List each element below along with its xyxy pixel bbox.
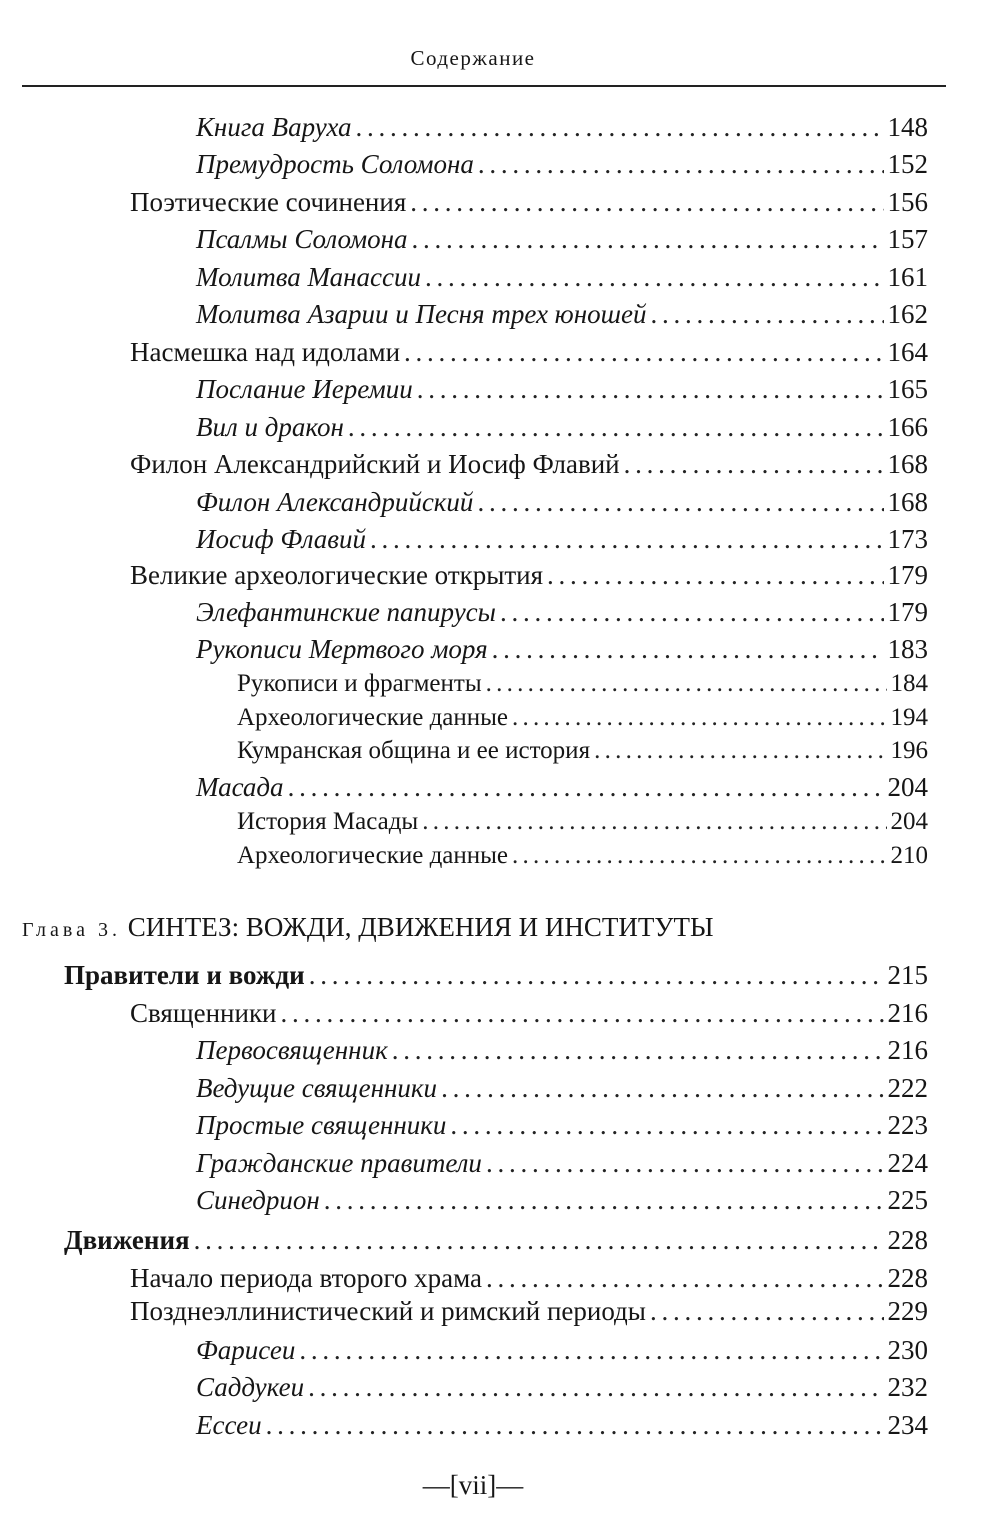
toc-entry-title: Филон Александрийский и Иосиф Флавий: [130, 449, 620, 479]
toc-entry[interactable]: [130, 335, 928, 369]
dot-leader: [392, 1033, 884, 1067]
toc-entry-title: Священники: [130, 998, 277, 1028]
dot-leader: [492, 632, 884, 666]
toc-entry-title: Иосиф Флавий: [196, 524, 367, 554]
toc-entry[interactable]: [237, 734, 928, 768]
toc-entry-title: Рукописи Мертвого моря: [196, 634, 488, 664]
toc-entry-title: Филон Александрийский: [196, 487, 474, 517]
toc-entry-title: Правители и вожди: [64, 960, 305, 990]
dot-leader: [410, 185, 883, 219]
toc-entry[interactable]: [196, 222, 928, 256]
dot-leader: [299, 1333, 883, 1367]
toc-entry-title: Начало периода второго храма: [130, 1263, 483, 1293]
header-rule: [22, 85, 946, 87]
dot-leader: [266, 1408, 884, 1442]
toc-entry[interactable]: [237, 701, 928, 735]
toc-entry[interactable]: [64, 1223, 928, 1257]
dot-leader: [512, 839, 886, 873]
dot-leader: [547, 558, 883, 592]
dot-leader: [412, 222, 884, 256]
dot-leader: [417, 372, 884, 406]
toc-entry-page: 216: [887, 998, 928, 1028]
toc-entry-page: 168: [887, 487, 928, 517]
toc-entry-title: Движения: [64, 1225, 190, 1255]
toc-entry-page: 157: [887, 224, 928, 254]
toc-entry-title: Молитва Азарии и Песня трех юношей: [196, 299, 647, 329]
toc-entry-title: Рукописи и фрагменты: [237, 670, 482, 697]
toc-entry-title: Простые священники: [196, 1110, 447, 1140]
toc-entry-title: Первосвященник: [196, 1035, 388, 1065]
toc-entry-title: Послание Иеремии: [196, 374, 413, 404]
dot-leader: [500, 595, 884, 629]
toc-entry[interactable]: [130, 1261, 928, 1295]
toc-entry-page: 179: [887, 597, 928, 627]
toc-entry-page: 152: [887, 149, 928, 179]
toc-entry-title: Насмешка над идолами: [130, 337, 401, 367]
toc-entry[interactable]: [237, 667, 928, 701]
toc-entry-page: 162: [887, 299, 928, 329]
toc-entry-title: Кумранская община и ее история: [237, 737, 591, 764]
toc-entry-page: 204: [887, 772, 928, 802]
toc-entry-title: Поэтические сочинения: [130, 187, 407, 217]
toc-entry-page: 228: [887, 1263, 928, 1293]
dot-leader: [404, 335, 883, 369]
dot-leader: [486, 1261, 883, 1295]
toc-entry-page: 184: [890, 670, 928, 697]
toc-entry-page: 164: [887, 337, 928, 367]
toc-entry-title: Фарисеи: [196, 1335, 296, 1365]
toc-entry[interactable]: [196, 1183, 928, 1217]
toc-entry-title: Синедрион: [196, 1185, 320, 1215]
toc-entry[interactable]: [196, 1071, 928, 1105]
toc-entry[interactable]: [196, 770, 928, 804]
toc-entry-title: Ессеи: [196, 1410, 262, 1440]
toc-entry-title: Ведущие священники: [196, 1073, 438, 1103]
dot-leader: [594, 734, 886, 768]
toc-entry[interactable]: [196, 632, 928, 666]
toc-entry-title: Великие археологические открытия: [130, 560, 544, 590]
toc-entry[interactable]: [130, 1294, 928, 1328]
toc-entry-page: 222: [887, 1073, 928, 1103]
toc-entry-page: 229: [887, 1296, 928, 1326]
dot-leader: [486, 667, 887, 701]
dot-leader: [281, 996, 884, 1030]
toc-entry-title: Премудрость Соломона: [196, 149, 474, 179]
toc-entry-page: 148: [887, 112, 928, 142]
toc-entry[interactable]: [196, 1033, 928, 1067]
toc-entry-page: 230: [887, 1335, 928, 1365]
toc-entry-title: Элефантинские папирусы: [196, 597, 496, 627]
dot-leader: [478, 147, 884, 181]
toc-entry[interactable]: [196, 522, 928, 556]
toc-entry[interactable]: [196, 297, 928, 331]
toc-entry[interactable]: [196, 410, 928, 444]
toc-entry[interactable]: [196, 1108, 928, 1142]
toc-entry-page: 216: [887, 1035, 928, 1065]
toc-entry-title: Вил и дракон: [196, 412, 344, 442]
toc-entry-page: 210: [890, 842, 928, 869]
toc-entry[interactable]: [196, 372, 928, 406]
toc-entry[interactable]: [196, 595, 928, 629]
toc-entry[interactable]: [237, 839, 928, 873]
toc-entry[interactable]: [196, 1408, 928, 1442]
dot-leader: [486, 1146, 884, 1180]
chapter-label: Глава 3.: [22, 919, 121, 941]
dot-leader: [441, 1071, 883, 1105]
toc-entry-page: 165: [887, 374, 928, 404]
toc-entry-page: 194: [890, 704, 928, 731]
chapter-heading[interactable]: [22, 912, 714, 943]
dot-leader: [370, 522, 883, 556]
toc-entry[interactable]: [130, 996, 928, 1030]
toc-entry-page: 225: [887, 1185, 928, 1215]
toc-entry-page: 161: [887, 262, 928, 292]
chapter-title: СИНТЕЗ: ВОЖДИ, ДВИЖЕНИЯ И ИНСТИТУТЫ: [127, 912, 714, 942]
toc-entry-page: 232: [887, 1372, 928, 1402]
toc-entry-title: Молитва Манассии: [196, 262, 421, 292]
toc-entry-page: 204: [890, 808, 928, 835]
toc-entry-title: Гражданские правители: [196, 1148, 482, 1178]
dot-leader: [356, 110, 884, 144]
toc-entry-page: 234: [887, 1410, 928, 1440]
toc-entry[interactable]: [130, 185, 928, 219]
dot-leader: [450, 1108, 883, 1142]
dot-leader: [624, 447, 884, 481]
dot-leader: [422, 805, 886, 839]
dot-leader: [650, 1294, 884, 1328]
toc-entry[interactable]: [130, 558, 928, 592]
toc-entry-page: 173: [887, 524, 928, 554]
toc-entry[interactable]: [196, 1333, 928, 1367]
toc-entry[interactable]: [196, 1146, 928, 1180]
toc-entry-page: 223: [887, 1110, 928, 1140]
toc-entry-page: 183: [887, 634, 928, 664]
dot-leader: [650, 297, 883, 331]
toc-entry-page: 168: [887, 449, 928, 479]
running-head: Содержание: [410, 46, 536, 70]
toc-entry[interactable]: [196, 1370, 928, 1404]
toc-entry-page: 156: [887, 187, 928, 217]
toc-entry[interactable]: [196, 110, 928, 144]
toc-entry[interactable]: [196, 485, 928, 519]
toc-entry-title: Масада: [196, 772, 284, 802]
dot-leader: [348, 410, 884, 444]
toc-entry-page: 224: [887, 1148, 928, 1178]
toc-entry-page: 179: [887, 560, 928, 590]
dot-leader: [308, 1370, 883, 1404]
toc-entry[interactable]: [196, 260, 928, 294]
toc-entry[interactable]: [237, 805, 928, 839]
dot-leader: [324, 1183, 884, 1217]
dot-leader: [512, 701, 886, 735]
toc-entry[interactable]: [64, 958, 928, 992]
dot-leader: [194, 1223, 884, 1257]
toc-entry-title: Позднеэллинистический и римский периоды: [130, 1296, 646, 1326]
page-number: —[vii]—: [422, 1470, 524, 1500]
toc-entry-page: 166: [887, 412, 928, 442]
dot-leader: [288, 770, 884, 804]
toc-entry-title: Саддукеи: [196, 1372, 305, 1402]
toc-entry[interactable]: [130, 447, 928, 481]
toc-entry-title: История Масады: [237, 808, 419, 835]
toc-entry-title: Археологические данные: [237, 842, 509, 869]
dot-leader: [477, 485, 883, 519]
toc-entry[interactable]: [196, 147, 928, 181]
toc-entry-page: 215: [887, 960, 928, 990]
dot-leader: [309, 958, 884, 992]
toc-entry-title: Археологические данные: [237, 704, 509, 731]
toc-entry-page: 228: [887, 1225, 928, 1255]
dot-leader: [425, 260, 884, 294]
toc-entry-title: Книга Варуха: [196, 112, 352, 142]
toc-entry-page: 196: [890, 737, 928, 764]
toc-entry-title: Псалмы Соломона: [196, 224, 408, 254]
